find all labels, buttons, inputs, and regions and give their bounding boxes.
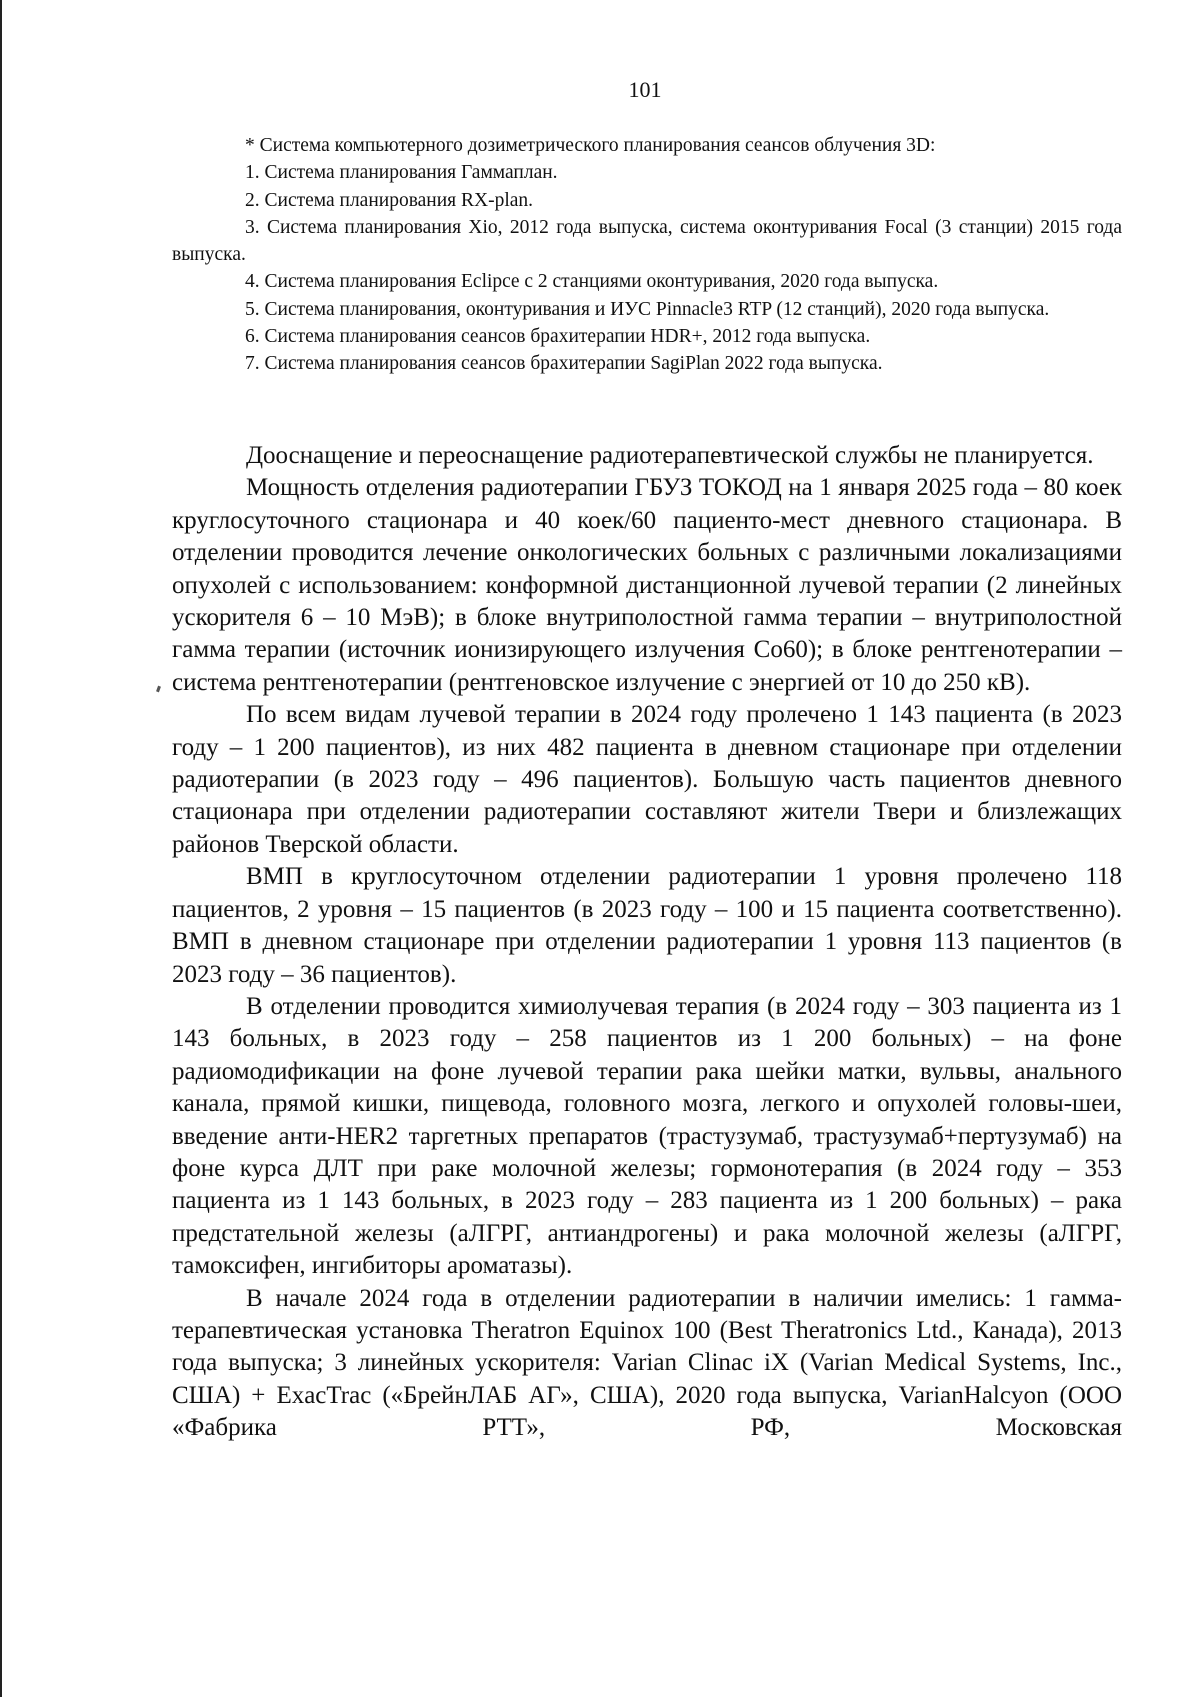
paragraph-hitech-care: ВМП в круглосуточном отделении радиотерапии 1 уровня пролечено 118 пациентов, 2 уровня – 15 пациентов (в 2023 году – 100 и 15 пациента соответственно). ВМП в дневном стационаре при отделении радиотерапии 1 уровня 113 пациентов (в 2023 году – 36 пациентов). [172, 863, 1122, 988]
paragraph-chemoradiation: В отделении проводится химиолучевая терапия (в 2024 году – 303 пациента из 1 143 больных, в 2023 году – 258 пациентов из 1 200 больных) – на фоне радиомодификации на фоне лучевой терапии рака шейки матки, вульвы, анального канала, прямой кишки, пищевода, головного мозга, легкого и опухолей головы-шеи, введение анти-HER2 таргетных препаратов (трастузумаб, трастузумаб+пертузумаб) на фоне курса ДЛТ при раке молочной железы; гормонотерапия (в 2024 году – 353 пациента из 1 143 больных, в 2023 году – 283 пациента из 1 200 больных) – рака предстательной железы (аЛГРГ, антиандрогены) и рака молочной железы (аЛГРГ, тамоксифен, ингибиторы ароматазы). [172, 992, 1122, 1280]
planning-system-item-5: 5. Система планирования, оконтуривания и ИУС Pinnacle3 RTP (12 станций), 2020 года выпуска. [245, 298, 1050, 320]
scan-mark [156, 686, 161, 693]
paragraph-patients-treated: По всем видам лучевой терапии в 2024 году пролечено 1 143 пациента (в 2023 году – 1 200 пациентов), из них 482 пациента в дневном стационаре при отделении радиотерапии (в 2023 году – 496 пациентов). Большую часть пациентов дневного стационара при отделении радиотерапии составляют жители Твери и близлежащих районов Тверской области. [172, 701, 1122, 858]
planning-system-item-1: 1. Система планирования Гаммаплан. [245, 162, 558, 184]
scan-edge-line [0, 0, 2, 1697]
planning-system-item-2: 2. Система планирования RX-plan. [245, 189, 534, 211]
planning-system-item-7: 7. Система планирования сеансов брахитерапии SagiPlan 2022 года выпуска. [245, 353, 883, 375]
body-text [172, 440, 1122, 1445]
planning-systems-heading: * Система компьютерного дозиметрического планирования сеансов облучения 3D: [245, 135, 936, 156]
paragraph-equipment: В начале 2024 года в отделении радиотерапии в наличии имелись: 1 гамма-терапевтическая установка Theratron Equinox 100 (Best Theratronics Ltd., Канада), 2013 года выпуска; 3 линейных ускорителя: Varian Clinac iX (Varian Medical Systems, Inc., США) + ExacTrac («БрейнЛАБ АГ», США), 2020 года выпуска, VarianHalcyon (ООО «Фабрика РТТ», РФ, Московская [172, 1284, 1122, 1442]
paragraph-reequipment: Дооснащение и переоснащение радиотерапевтической службы не планируется. [246, 442, 1094, 469]
paragraph-capacity: Мощность отделения радиотерапии ГБУЗ ТОКОД на 1 января 2025 года – 80 коек круглосуточного стационара и 40 коек/60 пациенто-мест дневного стационара. В отделении проводится лечение онкологических больных с различными локализациями опухолей с использованием: конформной дистанционной лучевой терапии (2 линейных ускорителя 6 – 10 МэВ); в блоке внутриполостной гамма терапии – внутриполостной гамма терапии (источник ионизирующего излучения Co60); в блоке рентгенотерапии – система рентгенотерапии (рентгеновское излучение с энергией от 10 до 250 кВ). [172, 474, 1122, 696]
planning-system-item-3: 3. Система планирования Xio, 2012 года выпуска, система оконтуривания Focal (3 станции) 2015 года выпуска. [172, 216, 1122, 266]
planning-system-item-6: 6. Система планирования сеансов брахитерапии HDR+, 2012 года выпуска. [245, 326, 871, 348]
page-number: 101 [628, 77, 662, 102]
planning-system-item-4: 4. Система планирования Eclipce с 2 станциями оконтуривания, 2020 года выпуска. [245, 271, 939, 293]
planning-systems-list [172, 132, 1122, 378]
